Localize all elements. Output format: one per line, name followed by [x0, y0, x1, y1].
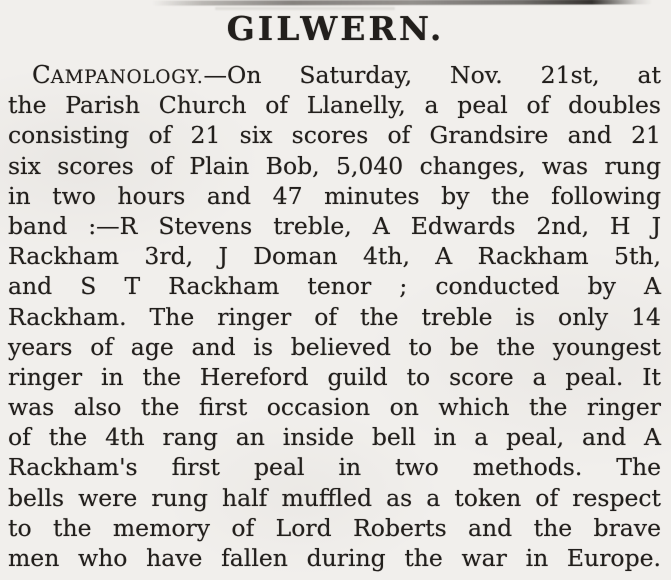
lead-small-caps: AMPANOLOGY. [50, 67, 204, 88]
article-line: men who have fallen during the war in Europe. [8, 544, 661, 572]
scan-artifact-smudge [215, 7, 395, 10]
lead-line-rest: —On Saturday, Nov. 21st, at [203, 61, 661, 89]
article-headline: GILWERN. [226, 9, 445, 48]
article-line: Rackham's first peal in two methods. The [8, 453, 661, 482]
article-line: the Parish Church of Llanelly, a peal of doubles [8, 91, 661, 120]
article-line: years of age and is believed to be the youngest [8, 332, 661, 361]
article-line: six scores of Plain Bob, 5,040 changes, was rung [8, 151, 661, 180]
article-line: consisting of 21 six scores of Grandsire and 21 [8, 121, 661, 150]
article-line: to the memory of Lord Roberts and the brave [8, 513, 661, 542]
lead-capital-letter: C [32, 60, 51, 89]
article-line: Rackham. The ringer of the treble is only 14 [8, 302, 661, 331]
article-line: band :—R Stevens treble, A Edwards 2nd, H J [8, 211, 661, 240]
article-line: and S T Rackham tenor ; conducted by A [8, 272, 661, 301]
article-line: was also the first occasion on which the ringer [8, 393, 661, 422]
article-line: of the 4th rang an inside bell in a peal, and A [8, 423, 661, 452]
article-line: Rackham 3rd, J Doman 4th, A Rackham 5th, [8, 242, 661, 271]
article-line: in two hours and 47 minutes by the following [8, 181, 661, 210]
article-line: ringer in the Hereford guild to score a peal. It [8, 362, 661, 391]
article-line: bells were rung half muffled as a token of respect [8, 483, 661, 512]
article-body [8, 60, 661, 573]
article-line-lead [8, 60, 661, 90]
